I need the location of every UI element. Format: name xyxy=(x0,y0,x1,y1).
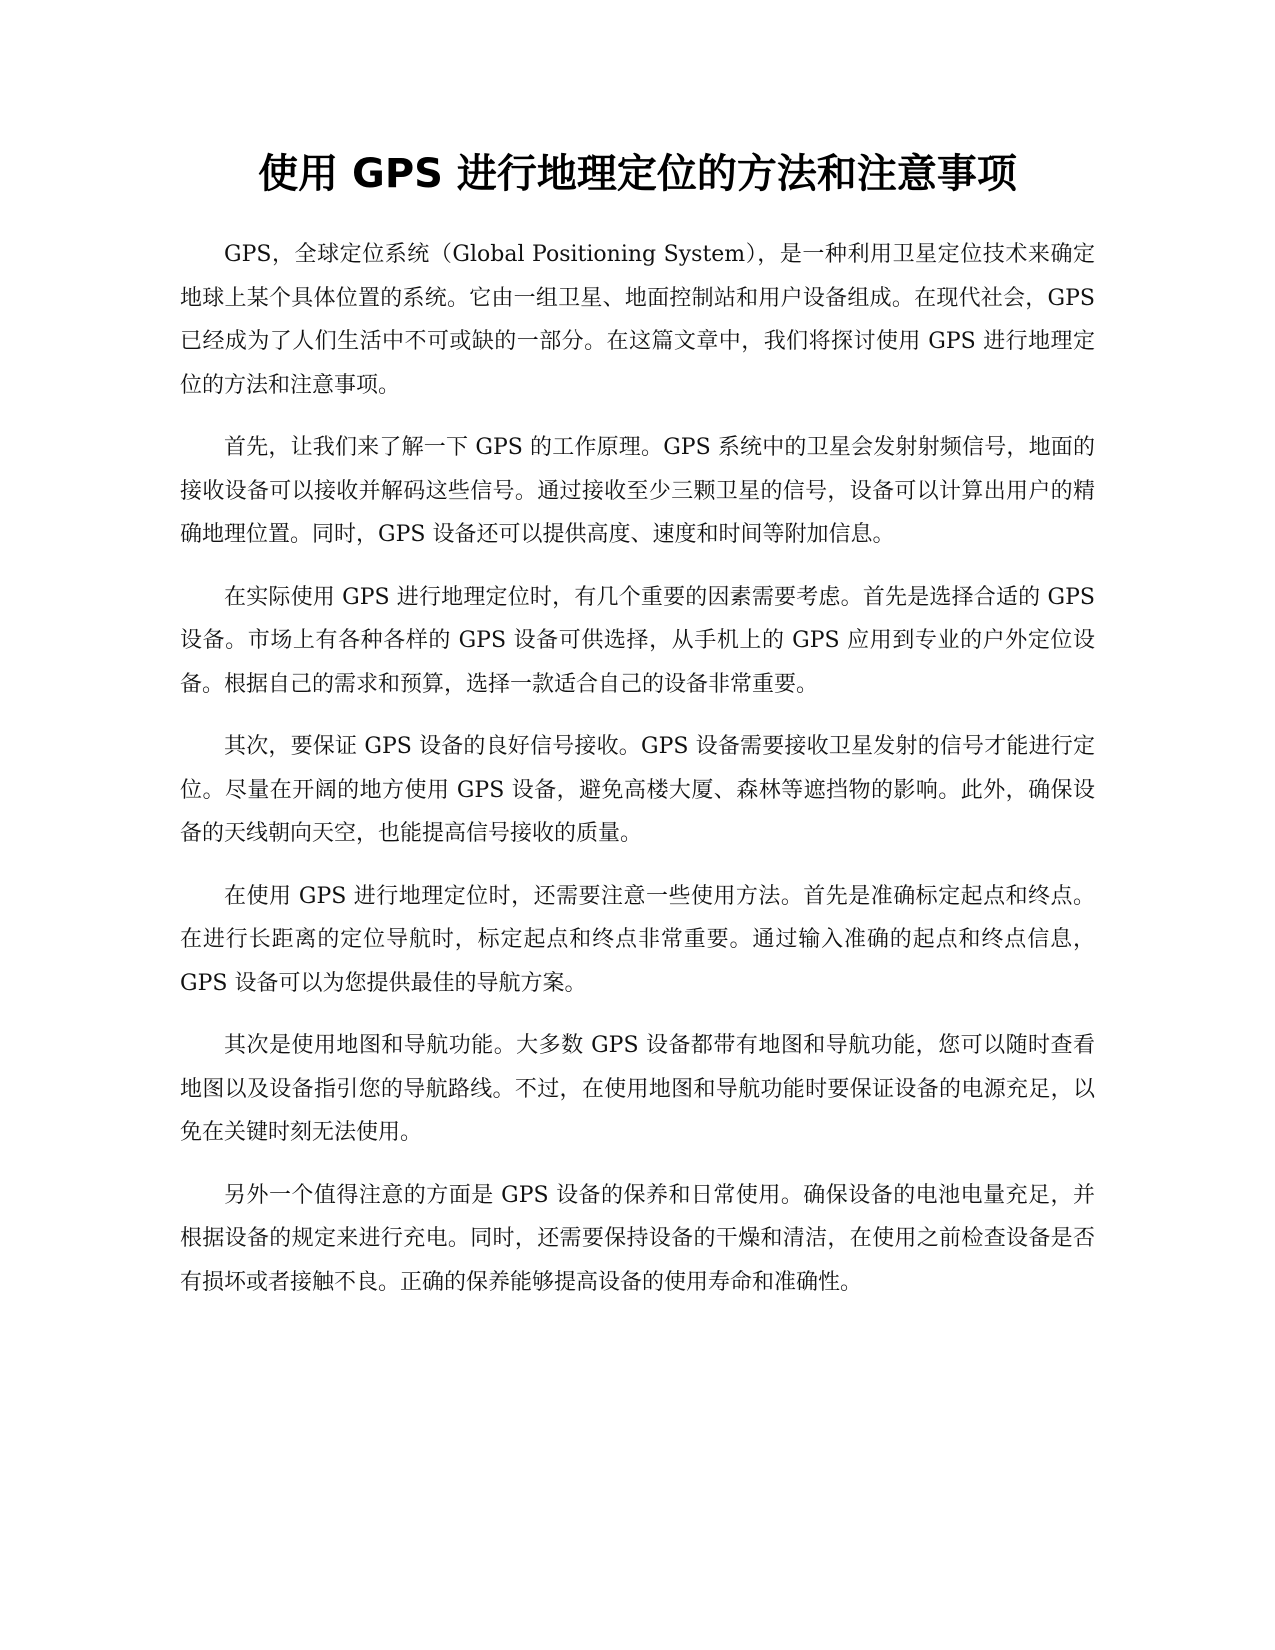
paragraph-working-principle: 首先，让我们来了解一下 GPS 的工作原理。GPS 系统中的卫星会发射射频信号，地面的接收设备可以接收并解码这些信号。通过接收至少三颗卫星的信号，设备可以计算出用户的精确地理位置。同时，GPS 设备还可以提供高度、速度和时间等附加信息。 xyxy=(180,435,1095,547)
paragraph-maintenance: 另外一个值得注意的方面是 GPS 设备的保养和日常使用。确保设备的电池电量充足，并根据设备的规定来进行充电。同时，还需要保持设备的干燥和清洁，在使用之前检查设备是否有损坏或者接触不良。正确的保养能够提高设备的使用寿命和准确性。 xyxy=(180,1182,1095,1295)
paragraph-device-selection: 在实际使用 GPS 进行地理定位时，有几个重要的因素需要考虑。首先是选择合适的 GPS 设备。市场上有各种各样的 GPS 设备可供选择，从手机上的 GPS 应用到专业的户外定位设备。根据自己的需求和预算，选择一款适合自己的设备非常重要。 xyxy=(180,584,1095,697)
document-title: 使用 GPS 进行地理定位的方法和注意事项 xyxy=(258,151,1017,197)
document-body xyxy=(180,233,1095,1323)
paragraph-start-end-points: 在使用 GPS 进行地理定位时，还需要注意一些使用方法。首先是准确标定起点和终点。在进行长距离的定位导航时，标定起点和终点非常重要。通过输入准确的起点和终点信息，GPS 设备可以为您提供最佳的导航方案。 xyxy=(180,883,1095,996)
paragraph-signal-reception: 其次，要保证 GPS 设备的良好信号接收。GPS 设备需要接收卫星发射的信号才能进行定位。尽量在开阔的地方使用 GPS 设备，避免高楼大厦、森林等遮挡物的影响。此外，确保设备的天线朝向天空，也能提高信号接收的质量。 xyxy=(180,734,1095,846)
paragraph-intro: GPS，全球定位系统（Global Positioning System），是一种利用卫星定位技术来确定地球上某个具体位置的系统。它由一组卫星、地面控制站和用户设备组成。在现代社会，GPS 已经成为了人们生活中不可或缺的一部分。在这篇文章中，我们将探讨使用 GPS 进行地理定位的方法和注意事项。 xyxy=(180,242,1095,398)
paragraph-map-navigation: 其次是使用地图和导航功能。大多数 GPS 设备都带有地图和导航功能，您可以随时查看地图以及设备指引您的导航路线。不过，在使用地图和导航功能时要保证设备的电源充足，以免在关键时刻无法使用。 xyxy=(180,1033,1095,1145)
